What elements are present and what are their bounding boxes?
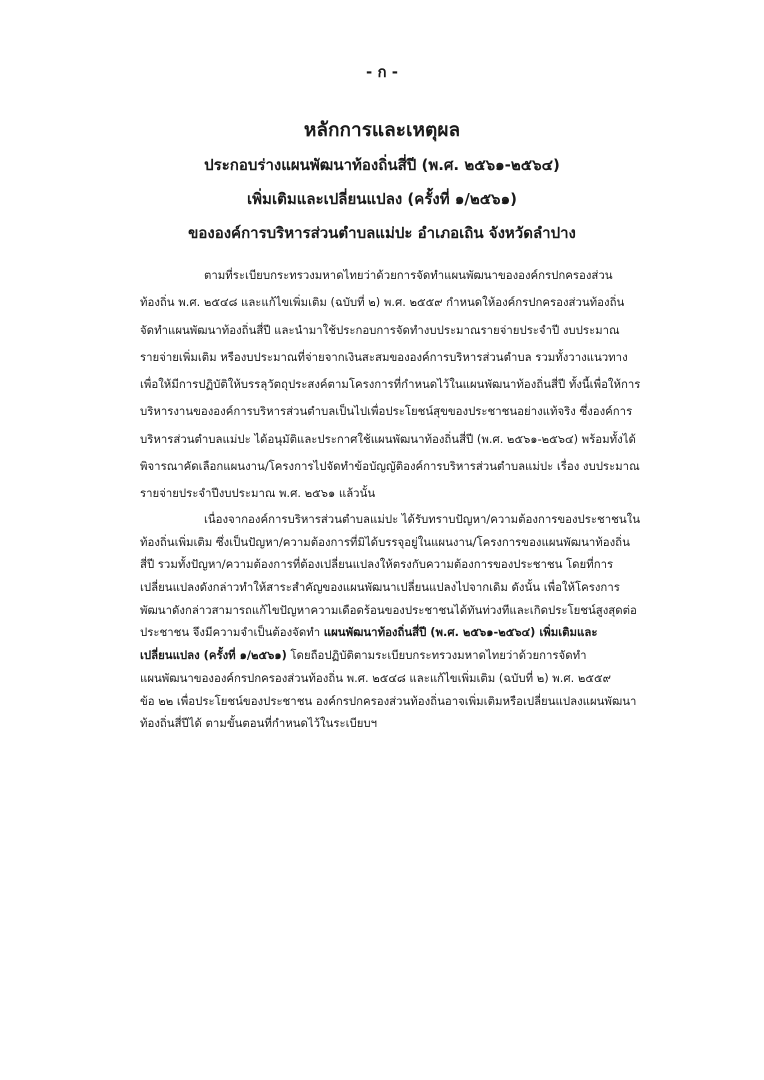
paragraph-line: ท้องถิ่นสี่ปีได้ ตามขั้นตอนที่กำหนดไว้ในระเบียบฯ xyxy=(140,716,378,731)
paragraph-reasons xyxy=(140,508,680,735)
paragraph-line: รายจ่ายเพิ่มเติม หรืองบประมาณที่จ่ายจากเงินสะสมขององค์การบริหารส่วนตำบล รวมทั้งวางแนวทาง xyxy=(140,349,628,364)
paragraph-line: จัดทำแผนพัฒนาท้องถิ่นสี่ปี และนำมาใช้ประกอบการจัดทำงบประมาณรายจ่ายประจำปี งบประมาณ xyxy=(140,322,620,337)
document-subtitle-organization: ขององค์การบริหารส่วนตำบลแม่ปะ อำเภอเถิน จังหวัดลำปาง xyxy=(188,224,576,242)
plain-text: โดยถือปฏิบัติตามระเบียบกระทรวงมหาดไทยว่าด้วยการจัดทำ xyxy=(286,648,587,663)
document-title-block xyxy=(0,112,764,250)
paragraph-line: บริหารงานขององค์การบริหารส่วนตำบลเป็นไปเพื่อประโยชน์สุขของประชาชนอย่างแท้จริง ซึ่งองค์การ xyxy=(140,404,633,419)
paragraph-principles xyxy=(140,262,680,508)
page-number: - ก - xyxy=(366,63,398,81)
paragraph-line: รายจ่ายประจำปีงบประมาณ พ.ศ. ๒๕๖๑ แล้วนั้น xyxy=(140,486,376,501)
paragraph-line: เพื่อให้มีการปฏิบัติให้บรรลุวัตถุประสงค์ตามโครงการที่กำหนดไว้ในแผนพัฒนาท้องถิ่นสี่ปี ทั้งนี้เพื่อให้การ xyxy=(140,377,641,392)
paragraph-line: ตามที่ระเบียบกระทรวงมหาดไทยว่าด้วยการจัดทำแผนพัฒนาขององค์กรปกครองส่วน xyxy=(204,268,613,282)
document-subtitle-plan: ประกอบร่างแผนพัฒนาท้องถิ่นสี่ปี (พ.ศ. ๒๕๖๑-๒๕๖๔) xyxy=(204,156,560,174)
paragraph-line: เนื่องจากองค์การบริหารส่วนตำบลแม่ปะ ได้รับทราบปัญหา/ความต้องการของประชาชนใน xyxy=(204,512,640,526)
paragraph-line: พิจารณาคัดเลือกแผนงาน/โครงการไปจัดทำข้อบัญญัติองค์การบริหารส่วนตำบลแม่ปะ เรื่อง งบประมาณ xyxy=(140,459,640,474)
paragraph-line: แผนพัฒนาขององค์กรปกครองส่วนท้องถิ่น พ.ศ. ๒๕๔๘ และแก้ไขเพิ่มเติม (ฉบับที่ ๒) พ.ศ. ๒๕๕๙ xyxy=(140,670,611,685)
paragraph-line: สี่ปี รวมทั้งปัญหา/ความต้องการที่ต้องเปลี่ยนแปลงให้ตรงกับความต้องการของประชาชน โดยที่การ xyxy=(140,557,614,572)
emphasized-plan-name: แผนพัฒนาท้องถิ่นสี่ปี (พ.ศ. ๒๕๖๑-๒๕๖๔) เพิ่มเติมและ xyxy=(323,625,598,640)
paragraph-line: ท้องถิ่น พ.ศ. ๒๕๔๘ และแก้ไขเพิ่มเติม (ฉบับที่ ๒) พ.ศ. ๒๕๕๙ กำหนดให้องค์กรปกครองส่วนท้องถิ่น xyxy=(140,295,625,310)
emphasized-plan-name: เปลี่ยนแปลง (ครั้งที่ ๑/๒๕๖๑) xyxy=(140,648,287,663)
plain-text: ประชาชน จึงมีความจำเป็นต้องจัดทำ xyxy=(140,625,324,640)
paragraph-line: ท้องถิ่นเพิ่มเติม ซึ่งเป็นปัญหา/ความต้องการที่มิได้บรรจุอยู่ในแผนงาน/โครงการของแผนพัฒนาท้องถิ่น xyxy=(140,534,630,549)
document-subtitle-revision: เพิ่มเติมและเปลี่ยนแปลง (ครั้งที่ ๑/๒๕๖๑) xyxy=(247,190,517,208)
paragraph-line: ข้อ ๒๒ เพื่อประโยชน์ของประชาชน องค์กรปกครองส่วนท้องถิ่นอาจเพิ่มเติมหรือเปลี่ยนแปลงแผนพัฒนา xyxy=(140,693,637,708)
paragraph-line xyxy=(140,621,680,644)
document-title: หลักการและเหตุผล xyxy=(303,119,461,141)
paragraph-line: เปลี่ยนแปลงดังกล่าวทำให้สาระสำคัญของแผนพัฒนาเปลี่ยนแปลงไปจากเดิม ดังนั้น เพื่อให้โครงการ xyxy=(140,580,620,595)
paragraph-line: พัฒนาดังกล่าวสามารถแก้ไขปัญหาความเดือดร้อนของประชาชนได้ทันท่วงทีและเกิดประโยชน์สูงสุดต่อ xyxy=(140,602,637,617)
paragraph-line: บริหารส่วนตำบลแม่ปะ ได้อนุมัติและประกาศใช้แผนพัฒนาท้องถิ่นสี่ปี (พ.ศ. ๒๕๖๑-๒๕๖๔) พร้อมทั้งได้ xyxy=(140,431,636,446)
paragraph-line xyxy=(140,644,680,667)
